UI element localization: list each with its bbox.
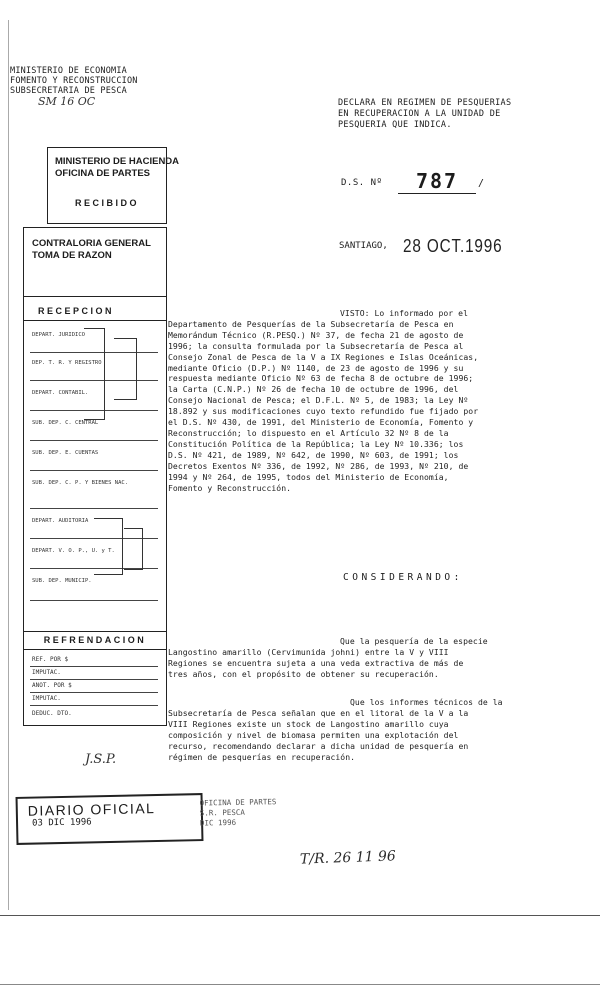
- text-line: Langostino amarillo (Cervimunida johni) entre la V y VIII: [168, 646, 449, 657]
- decree-label: D.S. Nº: [341, 178, 383, 188]
- scan-margin-line: [8, 20, 9, 910]
- decree-tail: /: [478, 178, 485, 189]
- place-label: SANTIAGO,: [339, 241, 388, 251]
- text-line: régimen de pesquerías en recuperación.: [168, 751, 356, 762]
- text-line: VISTO: Lo informado por el: [340, 308, 468, 318]
- faded-stamp-line: S.R. PESCA: [199, 807, 245, 818]
- recepcion-label: RECEPCION: [38, 306, 115, 316]
- faded-stamp-line: OFICINA DE PARTES: [199, 797, 277, 808]
- contraloria-title: CONTRALORIA GENERAL: [32, 238, 151, 249]
- text-line: 1996; la consulta formulada por la Subsecretaría de Pesca al: [168, 340, 464, 351]
- reception-row: DEPART. AUDITORIA: [32, 518, 89, 524]
- text-line: Departamento de Pesquerías de la Subsecretaría de Pesca en: [168, 318, 454, 329]
- ministry-line: FOMENTO Y RECONSTRUCCION: [10, 76, 138, 86]
- text-line: el D.S. Nº 430, de 1991, del Ministerio de Economía, Fomento y: [168, 417, 474, 428]
- subject-line: EN RECUPERACION A LA UNIDAD DE: [338, 109, 501, 119]
- refrendacion-row: IMPUTAC.: [32, 669, 61, 676]
- stamp-received: RECIBIDO: [74, 198, 139, 208]
- diario-oficial-stamp: [16, 793, 204, 845]
- recibido-stamp: [47, 147, 180, 224]
- text-line: D.S. Nº 421, de 1989, Nº 642, de 1990, Nº 603, de 1991; los: [168, 449, 459, 460]
- ministry-header: [10, 66, 160, 96]
- faded-stamp-line: DIC 1996: [199, 817, 237, 828]
- subject-line: PESQUERIA QUE INDICA.: [338, 120, 452, 130]
- divider: [24, 320, 166, 321]
- text-line: Memorándum Técnico (R.PESQ.) Nº 37, de fecha 21 de agosto de: [168, 329, 464, 340]
- date-stamp: 28 OCT.1996: [403, 236, 503, 256]
- text-line: Subsecretaría de Pesca señalan que en el litoral de la V a la: [168, 707, 469, 718]
- considerando-paragraph-2: [168, 697, 546, 762]
- diario-title: DIARIO OFICIAL: [27, 800, 156, 819]
- divider: [24, 296, 166, 297]
- refrendacion-title: REFRENDACION: [43, 635, 147, 645]
- faded-office-stamp: [200, 795, 376, 856]
- decree-number: 787: [398, 169, 476, 194]
- handwritten-initials: J.S.P.: [85, 752, 117, 767]
- routing-bracket: [114, 338, 137, 400]
- text-line: 1994 y Nº 264, de 1995, todos del Ministerio de Economía,: [168, 471, 449, 482]
- text-line: tres años, con el propósito de obtener su recuperación.: [168, 668, 439, 679]
- refrendacion-row: ANOT. POR $: [32, 682, 72, 689]
- row-line: [30, 692, 158, 693]
- text-line: Que la pesquería de la especie: [340, 636, 488, 646]
- page-bottom-rule: [0, 915, 600, 916]
- considerando-paragraph-1: [168, 636, 546, 680]
- text-line: composición y nivel de biomasa permiten una explotación del: [168, 729, 459, 740]
- row-line: [30, 666, 158, 667]
- subject-line: DECLARA EN REGIMEN DE PESQUERIAS: [338, 98, 512, 108]
- reception-row: SUB. DEP. MUNICIP.: [32, 578, 92, 584]
- text-line: la Carta (C.N.P.) Nº 26 de fecha 10 de octubre de 1996, del: [168, 384, 459, 395]
- row-line: [30, 508, 158, 509]
- text-line: VIII Regiones existe un stock de Langostino amarillo cuya: [168, 718, 449, 729]
- stamp-ministry: MINISTERIO DE HACIENDA: [55, 156, 180, 167]
- routing-bracket: [84, 328, 105, 420]
- routing-bracket: [94, 518, 123, 575]
- refrendacion-stamp: [23, 631, 167, 726]
- routing-bracket: [124, 528, 143, 570]
- text-line: Consejo Nacional de Pesca; el D.F.L. Nº 5, de 1983; la Ley Nº: [168, 395, 469, 406]
- toma-razon-title: TOMA DE RAZON: [32, 250, 112, 261]
- reception-row: DEPART. JURIDICO: [32, 332, 85, 338]
- refrendacion-row: DEDUC. DTO.: [32, 710, 72, 717]
- refrendacion-row: REF. POR $: [32, 656, 69, 663]
- text-line: Constitución Política de la República; la Ley Nº 10.336; los: [168, 438, 464, 449]
- text-line: 18.892 y sus modificaciones cuyo texto refundido fue fijado por: [168, 406, 479, 417]
- considerando-heading: CONSIDERANDO:: [343, 572, 463, 583]
- stamp-office: OFICINA DE PARTES: [55, 168, 151, 179]
- text-line: Fomento y Reconstrucción.: [168, 482, 292, 493]
- diario-date: 03 DIC 1996: [31, 817, 92, 829]
- text-line: Decretos Exentos Nº 336, de 1992, Nº 286, de 1993, Nº 210, de: [168, 460, 469, 471]
- text-line: mediante Oficio (D.P.) Nº 1140, de 23 de agosto de 1996 y su: [168, 362, 464, 373]
- text-line: Regiones se encuentra sujeta a una veda extractiva de más de: [168, 657, 464, 668]
- handwritten-reference: SM 16 OC: [38, 95, 96, 108]
- text-line: respuesta mediante Oficio Nº 63 de fecha 8 de octubre de 1996;: [168, 373, 474, 384]
- divider: [24, 649, 166, 650]
- reception-row: SUB. DEP. C. P. Y BIENES NAC.: [32, 480, 129, 486]
- reception-row: DEPART. V. O. P., U. y T.: [32, 548, 115, 554]
- reception-row: DEP. T. R. Y REGISTRO: [32, 360, 102, 366]
- row-line: [30, 470, 158, 471]
- reception-row: SUB. DEP. C. CENTRAL: [32, 420, 99, 426]
- reception-row: DEPART. CONTABIL.: [32, 390, 89, 396]
- visto-paragraph: [168, 308, 546, 493]
- reception-row: SUB. DEP. E. CUENTAS: [32, 450, 99, 456]
- text-line: Reconstrucción; lo dispuesto en el Artículo 32 Nº 8 de la: [168, 427, 449, 438]
- page-edge-rule: [0, 984, 600, 985]
- text-line: recurso, recomendando declarar a dicha unidad de pesquería en: [168, 740, 469, 751]
- ministry-line: MINISTERIO DE ECONOMIA: [10, 66, 127, 76]
- row-line: [30, 705, 158, 706]
- refrendacion-row: IMPUTAC.: [32, 695, 61, 702]
- text-line: Que los informes técnicos de la: [350, 697, 503, 707]
- row-line: [30, 440, 158, 441]
- ministry-line: SUBSECRETARIA DE PESCA: [10, 86, 127, 96]
- subject-block: [338, 98, 588, 131]
- text-line: Consejo Zonal de Pesca de la V a IX Regiones e Islas Oceánicas,: [168, 351, 479, 362]
- handwritten-date: T/R. 26 11 96: [299, 848, 397, 868]
- row-line: [30, 600, 158, 601]
- row-line: [30, 679, 158, 680]
- contraloria-stamp: [23, 227, 167, 649]
